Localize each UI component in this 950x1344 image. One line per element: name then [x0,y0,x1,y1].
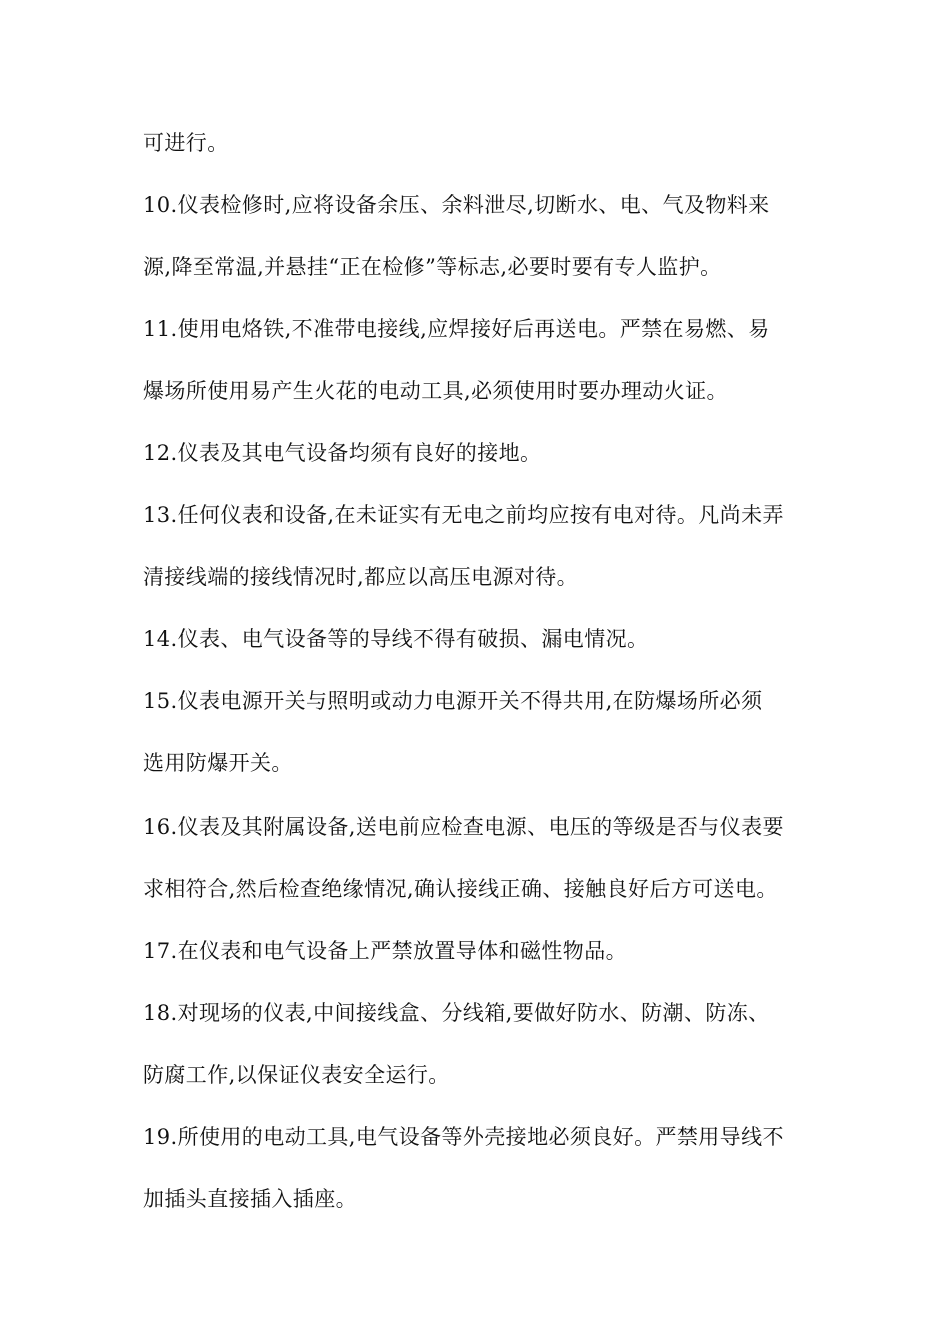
text-line: 选用防爆开关。 [143,751,293,775]
text-line: 12.仪表及其电气设备均须有良好的接地。 [143,441,542,465]
text-line: 加插头直接插入插座。 [143,1187,357,1211]
text-line: 爆场所使用易产生火花的电动工具,必须使用时要办理动火证。 [143,379,728,403]
text-line: 11.使用电烙铁,不准带电接线,应焊接好后再送电。严禁在易燃、易 [143,317,770,341]
text-line: 18.对现场的仪表,中间接线盒、分线箱,要做好防水、防潮、防冻、 [143,1001,770,1025]
text-line: 清接线端的接线情况时,都应以高压电源对待。 [143,565,579,589]
text-line: 10.仪表检修时,应将设备余压、余料泄尽,切断水、电、气及物料来 [143,193,770,217]
text-line: 源,降至常温,并悬挂“正在检修”等标志,必要时要有专人监护。 [143,255,722,279]
text-line: 15.仪表电源开关与照明或动力电源开关不得共用,在防爆场所必须 [143,689,763,713]
text-line: 14.仪表、电气设备等的导线不得有破损、漏电情况。 [143,627,649,651]
text-line: 17.在仪表和电气设备上严禁放置导体和磁性物品。 [143,939,627,963]
text-line: 13.任何仪表和设备,在未证实有无电之前均应按有电对待。凡尚未弄 [143,503,784,527]
text-line: 可进行。 [143,131,229,155]
text-line: 16.仪表及其附属设备,送电前应检查电源、电压的等级是否与仪表要 [143,815,784,839]
text-line: 防腐工作,以保证仪表安全运行。 [143,1063,450,1087]
text-line: 求相符合,然后检查绝缘情况,确认接线正确、接触良好后方可送电。 [143,877,778,901]
text-line: 19.所使用的电动工具,电气设备等外壳接地必须良好。严禁用导线不 [143,1125,784,1149]
